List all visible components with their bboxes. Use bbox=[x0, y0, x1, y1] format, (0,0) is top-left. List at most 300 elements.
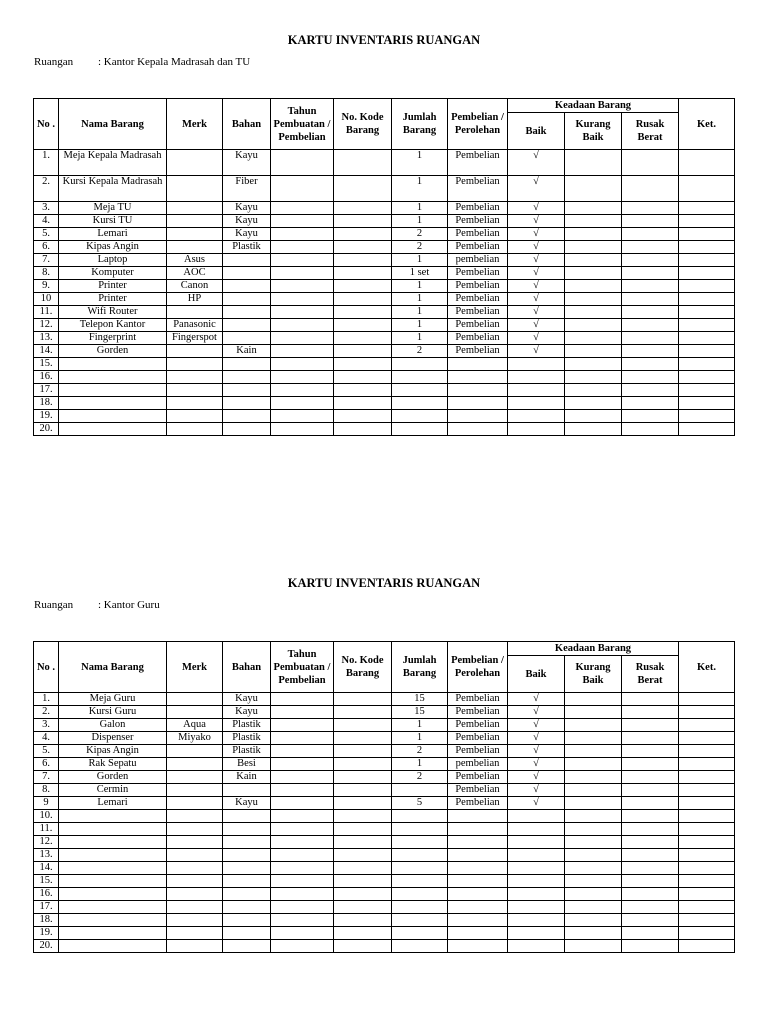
cell-jumlah bbox=[392, 914, 448, 927]
cell-kurang-baik bbox=[565, 914, 622, 927]
cell-kode bbox=[334, 823, 392, 836]
cell-tahun bbox=[271, 397, 334, 410]
cell-jumlah bbox=[392, 888, 448, 901]
cell-jumlah bbox=[392, 836, 448, 849]
cell-rusak-berat bbox=[622, 914, 679, 927]
table-row bbox=[34, 784, 735, 797]
cell-pembelian: Pembelian bbox=[448, 228, 508, 241]
cell-jumlah: 1 bbox=[392, 732, 448, 745]
cell-pembelian bbox=[448, 914, 508, 927]
cell-kurang-baik bbox=[565, 901, 622, 914]
cell-tahun bbox=[271, 423, 334, 436]
cell-bahan: Kain bbox=[223, 345, 271, 358]
cell-merk bbox=[167, 176, 223, 202]
cell-nama-barang: Printer bbox=[59, 280, 167, 293]
cell-bahan bbox=[223, 849, 271, 862]
cell-baik: √ bbox=[508, 771, 565, 784]
table-row bbox=[34, 771, 735, 784]
cell-merk bbox=[167, 823, 223, 836]
inventory-table bbox=[33, 641, 735, 953]
cell-kurang-baik bbox=[565, 371, 622, 384]
cell-ket bbox=[679, 228, 735, 241]
cell-baik: √ bbox=[508, 293, 565, 306]
cell-no: 2. bbox=[34, 176, 59, 202]
cell-jumlah: 1 bbox=[392, 176, 448, 202]
table-row bbox=[34, 706, 735, 719]
cell-kode bbox=[334, 254, 392, 267]
cell-merk bbox=[167, 758, 223, 771]
table-row bbox=[34, 345, 735, 358]
cell-tahun bbox=[271, 267, 334, 280]
cell-rusak-berat bbox=[622, 267, 679, 280]
cell-nama-barang bbox=[59, 358, 167, 371]
cell-tahun bbox=[271, 384, 334, 397]
cell-rusak-berat bbox=[622, 719, 679, 732]
cell-pembelian bbox=[448, 875, 508, 888]
cell-kurang-baik bbox=[565, 940, 622, 953]
table-row bbox=[34, 732, 735, 745]
cell-nama-barang: Rak Sepatu bbox=[59, 758, 167, 771]
header-merk: Merk bbox=[167, 642, 223, 693]
cell-kode bbox=[334, 345, 392, 358]
cell-baik: √ bbox=[508, 267, 565, 280]
cell-nama-barang bbox=[59, 810, 167, 823]
cell-jumlah bbox=[392, 849, 448, 862]
table-row bbox=[34, 940, 735, 953]
cell-merk: AOC bbox=[167, 267, 223, 280]
cell-ket bbox=[679, 150, 735, 176]
cell-bahan bbox=[223, 810, 271, 823]
cell-no: 2. bbox=[34, 706, 59, 719]
cell-merk bbox=[167, 745, 223, 758]
cell-tahun bbox=[271, 940, 334, 953]
cell-rusak-berat bbox=[622, 927, 679, 940]
cell-no: 7. bbox=[34, 771, 59, 784]
cell-baik: √ bbox=[508, 306, 565, 319]
cell-baik: √ bbox=[508, 150, 565, 176]
cell-bahan: Kayu bbox=[223, 228, 271, 241]
cell-kode bbox=[334, 176, 392, 202]
cell-ket bbox=[679, 293, 735, 306]
cell-ket bbox=[679, 940, 735, 953]
cell-kode bbox=[334, 410, 392, 423]
table-row bbox=[34, 849, 735, 862]
cell-pembelian: Pembelian bbox=[448, 241, 508, 254]
cell-merk bbox=[167, 423, 223, 436]
table-row bbox=[34, 810, 735, 823]
room-label: Ruangan bbox=[34, 599, 74, 611]
cell-kurang-baik bbox=[565, 228, 622, 241]
table-row bbox=[34, 901, 735, 914]
cell-pembelian: Pembelian bbox=[448, 306, 508, 319]
cell-jumlah: 5 bbox=[392, 797, 448, 810]
cell-pembelian: Pembelian bbox=[448, 797, 508, 810]
cell-kurang-baik bbox=[565, 719, 622, 732]
cell-jumlah: 1 bbox=[392, 202, 448, 215]
cell-pembelian: Pembelian bbox=[448, 176, 508, 202]
cell-bahan bbox=[223, 927, 271, 940]
header-tahun: Tahun Pembuatan / Pembelian bbox=[271, 99, 334, 150]
cell-kurang-baik bbox=[565, 810, 622, 823]
cell-nama-barang: Cermin bbox=[59, 784, 167, 797]
cell-no: 16. bbox=[34, 888, 59, 901]
cell-bahan bbox=[223, 410, 271, 423]
cell-rusak-berat bbox=[622, 215, 679, 228]
cell-nama-barang bbox=[59, 875, 167, 888]
cell-bahan bbox=[223, 901, 271, 914]
cell-no: 12. bbox=[34, 319, 59, 332]
cell-kode bbox=[334, 862, 392, 875]
cell-kode bbox=[334, 241, 392, 254]
cell-jumlah bbox=[392, 875, 448, 888]
cell-baik: √ bbox=[508, 732, 565, 745]
cell-bahan bbox=[223, 914, 271, 927]
cell-tahun bbox=[271, 719, 334, 732]
cell-kurang-baik bbox=[565, 202, 622, 215]
cell-tahun bbox=[271, 914, 334, 927]
cell-merk: Asus bbox=[167, 254, 223, 267]
cell-kode bbox=[334, 849, 392, 862]
cell-bahan bbox=[223, 397, 271, 410]
cell-kode bbox=[334, 371, 392, 384]
cell-nama-barang: Gorden bbox=[59, 771, 167, 784]
cell-rusak-berat bbox=[622, 202, 679, 215]
cell-bahan: Kayu bbox=[223, 706, 271, 719]
cell-kurang-baik bbox=[565, 358, 622, 371]
cell-kode bbox=[334, 784, 392, 797]
cell-rusak-berat bbox=[622, 693, 679, 706]
cell-rusak-berat bbox=[622, 384, 679, 397]
cell-rusak-berat bbox=[622, 810, 679, 823]
table-row bbox=[34, 384, 735, 397]
cell-kode bbox=[334, 875, 392, 888]
cell-nama-barang bbox=[59, 397, 167, 410]
cell-kode bbox=[334, 719, 392, 732]
cell-jumlah: 2 bbox=[392, 345, 448, 358]
cell-merk bbox=[167, 358, 223, 371]
cell-kode bbox=[334, 150, 392, 176]
cell-no: 17. bbox=[34, 384, 59, 397]
cell-rusak-berat bbox=[622, 176, 679, 202]
table-row bbox=[34, 914, 735, 927]
cell-no: 3. bbox=[34, 719, 59, 732]
cell-merk bbox=[167, 836, 223, 849]
cell-rusak-berat bbox=[622, 254, 679, 267]
cell-rusak-berat bbox=[622, 758, 679, 771]
table-row bbox=[34, 423, 735, 436]
cell-jumlah bbox=[392, 823, 448, 836]
cell-baik: √ bbox=[508, 706, 565, 719]
cell-baik: √ bbox=[508, 332, 565, 345]
cell-kode bbox=[334, 215, 392, 228]
cell-baik: √ bbox=[508, 254, 565, 267]
cell-rusak-berat bbox=[622, 888, 679, 901]
cell-kurang-baik bbox=[565, 732, 622, 745]
cell-no: 4. bbox=[34, 732, 59, 745]
cell-bahan bbox=[223, 384, 271, 397]
table-row bbox=[34, 719, 735, 732]
cell-tahun bbox=[271, 345, 334, 358]
cell-kode bbox=[334, 423, 392, 436]
cell-bahan: Besi bbox=[223, 758, 271, 771]
cell-ket bbox=[679, 397, 735, 410]
cell-ket bbox=[679, 862, 735, 875]
cell-tahun bbox=[271, 810, 334, 823]
cell-jumlah bbox=[392, 384, 448, 397]
table-row bbox=[34, 280, 735, 293]
cell-bahan bbox=[223, 940, 271, 953]
cell-pembelian: pembelian bbox=[448, 254, 508, 267]
cell-baik bbox=[508, 927, 565, 940]
cell-baik bbox=[508, 397, 565, 410]
cell-jumlah bbox=[392, 784, 448, 797]
cell-ket bbox=[679, 319, 735, 332]
table-row bbox=[34, 371, 735, 384]
cell-bahan: Plastik bbox=[223, 732, 271, 745]
cell-nama-barang bbox=[59, 940, 167, 953]
cell-kode bbox=[334, 810, 392, 823]
cell-merk bbox=[167, 784, 223, 797]
cell-nama-barang bbox=[59, 849, 167, 862]
cell-baik bbox=[508, 371, 565, 384]
cell-baik bbox=[508, 901, 565, 914]
cell-no: 15. bbox=[34, 875, 59, 888]
table-row bbox=[34, 293, 735, 306]
cell-rusak-berat bbox=[622, 849, 679, 862]
cell-tahun bbox=[271, 371, 334, 384]
cell-kurang-baik bbox=[565, 332, 622, 345]
cell-ket bbox=[679, 332, 735, 345]
cell-merk bbox=[167, 228, 223, 241]
cell-no: 1. bbox=[34, 693, 59, 706]
cell-kode bbox=[334, 836, 392, 849]
cell-kode bbox=[334, 693, 392, 706]
cell-rusak-berat bbox=[622, 332, 679, 345]
cell-ket bbox=[679, 371, 735, 384]
cell-kode bbox=[334, 732, 392, 745]
cell-baik: √ bbox=[508, 241, 565, 254]
cell-kurang-baik bbox=[565, 176, 622, 202]
cell-jumlah: 1 bbox=[392, 719, 448, 732]
cell-merk bbox=[167, 693, 223, 706]
cell-kurang-baik bbox=[565, 215, 622, 228]
cell-baik: √ bbox=[508, 202, 565, 215]
cell-bahan: Kayu bbox=[223, 202, 271, 215]
cell-bahan bbox=[223, 254, 271, 267]
cell-jumlah: 15 bbox=[392, 706, 448, 719]
cell-tahun bbox=[271, 758, 334, 771]
cell-baik bbox=[508, 914, 565, 927]
cell-ket bbox=[679, 384, 735, 397]
cell-bahan bbox=[223, 319, 271, 332]
cell-bahan bbox=[223, 862, 271, 875]
cell-merk bbox=[167, 384, 223, 397]
cell-jumlah: 2 bbox=[392, 745, 448, 758]
cell-rusak-berat bbox=[622, 875, 679, 888]
header-rusak-berat: Rusak Berat bbox=[622, 656, 679, 693]
cell-jumlah: 1 bbox=[392, 332, 448, 345]
cell-pembelian bbox=[448, 371, 508, 384]
cell-rusak-berat bbox=[622, 797, 679, 810]
cell-baik: √ bbox=[508, 784, 565, 797]
cell-bahan bbox=[223, 267, 271, 280]
cell-ket bbox=[679, 771, 735, 784]
cell-merk bbox=[167, 371, 223, 384]
table-row bbox=[34, 693, 735, 706]
room-line bbox=[34, 599, 160, 611]
cell-merk bbox=[167, 306, 223, 319]
cell-baik: √ bbox=[508, 745, 565, 758]
cell-pembelian: Pembelian bbox=[448, 732, 508, 745]
header-kurang-baik: Kurang Baik bbox=[565, 113, 622, 150]
cell-kurang-baik bbox=[565, 758, 622, 771]
cell-pembelian: Pembelian bbox=[448, 293, 508, 306]
cell-nama-barang: Gorden bbox=[59, 345, 167, 358]
cell-nama-barang: Lemari bbox=[59, 228, 167, 241]
cell-kode bbox=[334, 797, 392, 810]
cell-baik bbox=[508, 849, 565, 862]
cell-pembelian bbox=[448, 862, 508, 875]
cell-no: 18. bbox=[34, 397, 59, 410]
cell-merk bbox=[167, 927, 223, 940]
cell-bahan bbox=[223, 358, 271, 371]
cell-rusak-berat bbox=[622, 345, 679, 358]
cell-jumlah: 1 bbox=[392, 293, 448, 306]
header-baik: Baik bbox=[508, 113, 565, 150]
cell-tahun bbox=[271, 254, 334, 267]
cell-jumlah: 1 bbox=[392, 254, 448, 267]
cell-kode bbox=[334, 745, 392, 758]
table-row bbox=[34, 267, 735, 280]
cell-tahun bbox=[271, 732, 334, 745]
cell-merk bbox=[167, 771, 223, 784]
cell-bahan bbox=[223, 423, 271, 436]
cell-nama-barang: Laptop bbox=[59, 254, 167, 267]
cell-kode bbox=[334, 771, 392, 784]
cell-tahun bbox=[271, 293, 334, 306]
cell-ket bbox=[679, 345, 735, 358]
cell-merk bbox=[167, 215, 223, 228]
cell-bahan bbox=[223, 371, 271, 384]
cell-no: 18. bbox=[34, 914, 59, 927]
cell-kurang-baik bbox=[565, 319, 622, 332]
cell-ket bbox=[679, 823, 735, 836]
cell-tahun bbox=[271, 215, 334, 228]
cell-nama-barang: Meja Kepala Madrasah bbox=[59, 150, 167, 176]
cell-merk bbox=[167, 202, 223, 215]
cell-no: 5. bbox=[34, 745, 59, 758]
cell-nama-barang bbox=[59, 862, 167, 875]
cell-baik: √ bbox=[508, 693, 565, 706]
table-row bbox=[34, 150, 735, 176]
cell-pembelian: Pembelian bbox=[448, 784, 508, 797]
cell-baik: √ bbox=[508, 228, 565, 241]
cell-kurang-baik bbox=[565, 423, 622, 436]
cell-nama-barang bbox=[59, 901, 167, 914]
cell-ket bbox=[679, 836, 735, 849]
cell-pembelian: Pembelian bbox=[448, 771, 508, 784]
cell-rusak-berat bbox=[622, 706, 679, 719]
cell-ket bbox=[679, 797, 735, 810]
cell-nama-barang: Lemari bbox=[59, 797, 167, 810]
cell-baik bbox=[508, 888, 565, 901]
cell-rusak-berat bbox=[622, 940, 679, 953]
cell-kode bbox=[334, 293, 392, 306]
cell-jumlah bbox=[392, 371, 448, 384]
table-row bbox=[34, 410, 735, 423]
cell-jumlah bbox=[392, 397, 448, 410]
cell-no: 5. bbox=[34, 228, 59, 241]
cell-nama-barang: Meja TU bbox=[59, 202, 167, 215]
cell-jumlah: 2 bbox=[392, 241, 448, 254]
cell-tahun bbox=[271, 228, 334, 241]
cell-pembelian bbox=[448, 410, 508, 423]
cell-kurang-baik bbox=[565, 875, 622, 888]
header-jumlah: Jumlah Barang bbox=[392, 99, 448, 150]
cell-ket bbox=[679, 914, 735, 927]
cell-jumlah bbox=[392, 901, 448, 914]
header-jumlah: Jumlah Barang bbox=[392, 642, 448, 693]
cell-baik bbox=[508, 384, 565, 397]
cell-ket bbox=[679, 423, 735, 436]
cell-baik bbox=[508, 410, 565, 423]
cell-kode bbox=[334, 940, 392, 953]
cell-kode bbox=[334, 901, 392, 914]
cell-baik: √ bbox=[508, 176, 565, 202]
cell-pembelian bbox=[448, 823, 508, 836]
cell-no: 15. bbox=[34, 358, 59, 371]
cell-rusak-berat bbox=[622, 423, 679, 436]
cell-baik: √ bbox=[508, 319, 565, 332]
cell-kurang-baik bbox=[565, 280, 622, 293]
cell-nama-barang bbox=[59, 888, 167, 901]
cell-nama-barang: Komputer bbox=[59, 267, 167, 280]
cell-tahun bbox=[271, 836, 334, 849]
cell-rusak-berat bbox=[622, 901, 679, 914]
cell-bahan bbox=[223, 280, 271, 293]
cell-tahun bbox=[271, 332, 334, 345]
cell-no: 12. bbox=[34, 836, 59, 849]
cell-tahun bbox=[271, 862, 334, 875]
cell-kurang-baik bbox=[565, 888, 622, 901]
cell-kurang-baik bbox=[565, 849, 622, 862]
cell-baik bbox=[508, 862, 565, 875]
cell-baik: √ bbox=[508, 719, 565, 732]
cell-ket bbox=[679, 745, 735, 758]
cell-merk: HP bbox=[167, 293, 223, 306]
cell-tahun bbox=[271, 693, 334, 706]
cell-kode bbox=[334, 914, 392, 927]
cell-merk bbox=[167, 914, 223, 927]
cell-no: 14. bbox=[34, 862, 59, 875]
cell-nama-barang bbox=[59, 836, 167, 849]
cell-bahan: Kayu bbox=[223, 150, 271, 176]
cell-rusak-berat bbox=[622, 280, 679, 293]
header-merk: Merk bbox=[167, 99, 223, 150]
cell-pembelian: Pembelian bbox=[448, 267, 508, 280]
cell-bahan bbox=[223, 823, 271, 836]
cell-ket bbox=[679, 410, 735, 423]
cell-kurang-baik bbox=[565, 306, 622, 319]
table-row bbox=[34, 862, 735, 875]
cell-tahun bbox=[271, 176, 334, 202]
cell-no: 6. bbox=[34, 241, 59, 254]
cell-pembelian: Pembelian bbox=[448, 150, 508, 176]
cell-kode bbox=[334, 332, 392, 345]
cell-pembelian bbox=[448, 927, 508, 940]
cell-ket bbox=[679, 810, 735, 823]
cell-merk bbox=[167, 901, 223, 914]
